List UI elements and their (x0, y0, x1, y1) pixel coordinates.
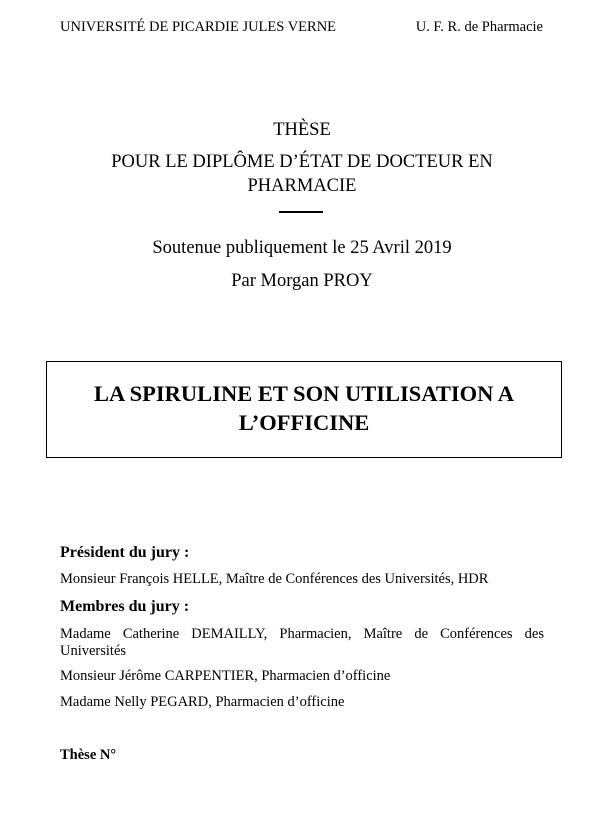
thesis-label: THÈSE (273, 120, 331, 140)
university-name: UNIVERSITÉ DE PICARDIE JULES VERNE (60, 19, 337, 35)
jury-member: Madame Catherine DEMAILLY, Pharmacien, Maître de Conférences des Universités (60, 626, 544, 659)
thesis-title: LA SPIRULINE ET SON UTILISATION A L’OFFICINE (94, 381, 514, 435)
author-line: Par Morgan PROY (231, 271, 373, 291)
president-heading: Président du jury : (60, 544, 190, 561)
jury-president: Monsieur François HELLE, Maître de Conférences des Universités, HDR (60, 571, 489, 587)
thesis-number-label: Thèse N° (60, 747, 117, 763)
separator-rule (279, 211, 323, 213)
defense-date: Soutenue publiquement le 25 Avril 2019 (152, 238, 452, 258)
title-box (46, 361, 562, 458)
ufr-name: U. F. R. de Pharmacie (415, 19, 543, 35)
jury-member: Madame Nelly PEGARD, Pharmacien d’officine (60, 694, 345, 710)
diploma-line: POUR LE DIPLÔME D’ÉTAT DE DOCTEUR EN PHARMACIE (111, 152, 493, 196)
members-heading: Membres du jury : (60, 598, 190, 615)
jury-member: Monsieur Jérôme CARPENTIER, Pharmacien d’officine (60, 668, 391, 684)
